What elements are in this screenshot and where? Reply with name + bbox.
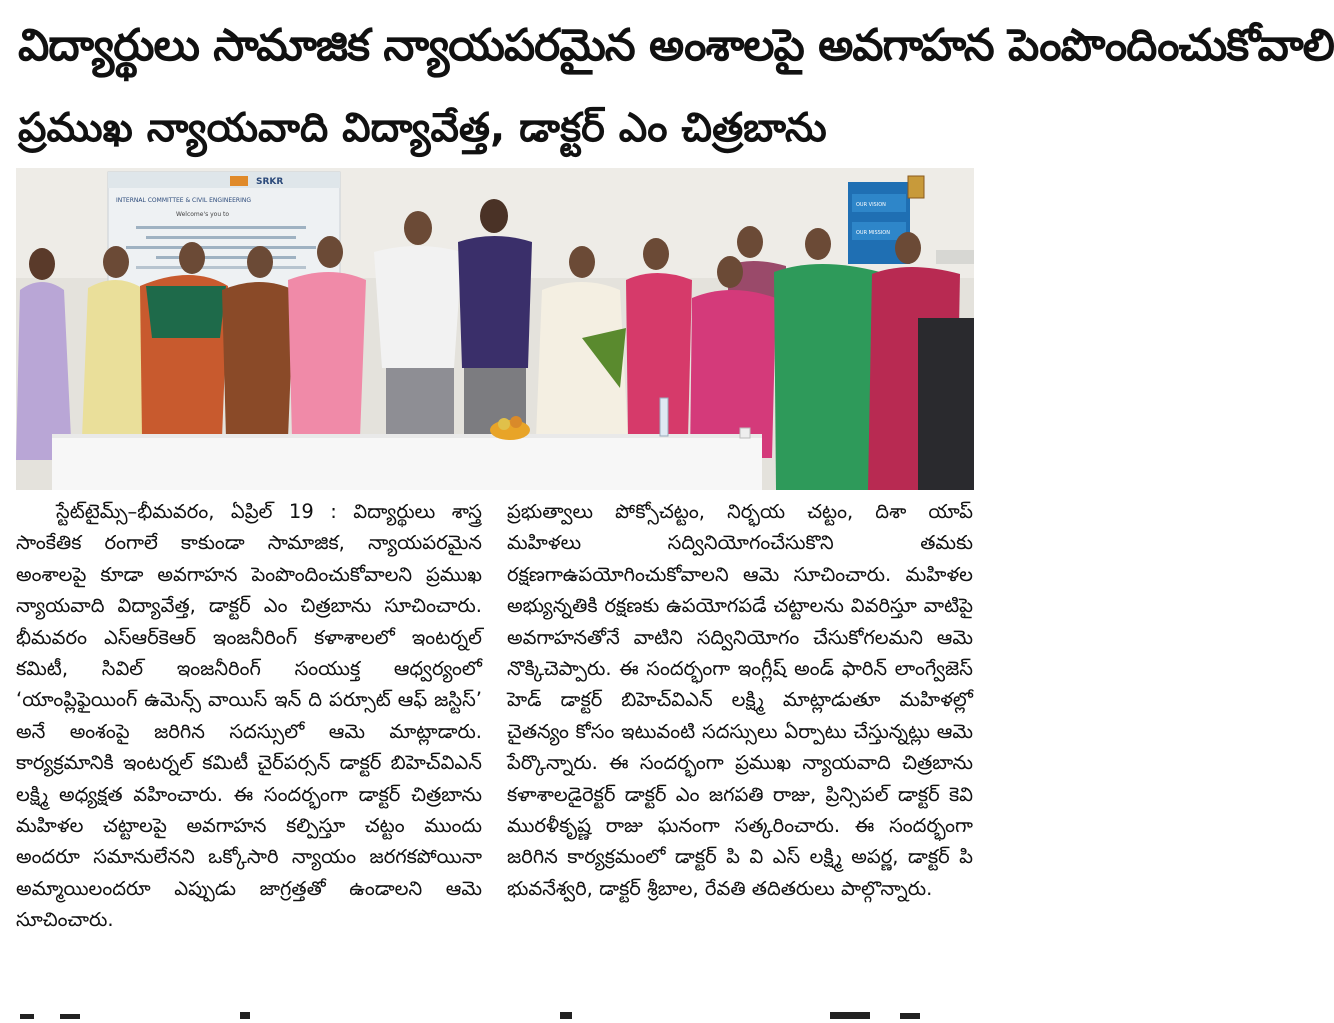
article-column-right: ప్రభుత్వాలు పోక్సోచట్టం, నిర్భయ చట్టం, దిశా యాప్‌ మహిళలు సద్వినియోగంచేసుకొని తమకు రక్షణగాఉపయోగించుకోవాలని ఆమె సూచించారు. మహిళల అభ్యున్నతికి రక్షణకు ఉపయోగపడే చట్టాలను వివరిస్తూ వాటిపై అవగాహనతోనే వాటిని సద్వినియోగం చేసుకోగలమని ఆమె నొక్కిచెప్పారు. ఈ సందర్భంగా ఇంగ్లీష్‌ అండ్‌ ఫారిన్‌ లాంగ్వేజెస్‌ హెడ్‌ డాక్టర్‌ బిహెచ్‌విఎన్‌ లక్ష్మి మాట్లాడుతూ మహిళల్లో చైతన్యం కోసం ఇటువంటి సదస్సులు ఏర్పాటు చేస్తున్నట్లు ఆమె పేర్కొన్నారు. ఈ సందర్భంగా ప్రముఖ న్యాయవాది చిత్రబాను కళాశాలడైరెక్టర్‌ డాక్టర్‌ ఎం జగపతి రాజు, ప్రిన్సిపల్‌ డాక్టర్‌ కెవి మురళీకృష్ణ రాజు ఘనంగా సత్కరించారు. ఈ సందర్భంగా జరిగిన కార్యక్రమంలో డాక్టర్‌ పి వి ఎస్‌ లక్ష్మి అపర్ణ, డాక్టర్‌ పి భువనేశ్వరి, డాక్టర్‌ శ్రీబాల, రేవతి తదితరులు పాల్గొన్నారు. xyxy=(507,500,973,900)
banner-label-2: OUR MISSION xyxy=(856,230,890,236)
event-photo xyxy=(16,168,974,490)
screen-header: SRKR xyxy=(256,177,284,187)
banner-label-1: OUR VISION xyxy=(856,202,886,208)
headline: విద్యార్థులు సామాజిక న్యాయపరమైన అంశాలపై అవగాహన పెంపొందించుకోవాలి xyxy=(18,20,1334,71)
screen-line-2: Welcome's you to xyxy=(176,211,230,218)
article-column-left: స్టేట్‌టైమ్స్‌–భీమవరం, ఏప్రిల్‌ 19 : విద్యార్థులు శాస్త్ర సాంకేతిక రంగాలే కాకుండా సామాజిక, న్యాయపరమైన అంశాలపై కూడా అవగాహన పెంపొందించుకోవాలని ప్రముఖ న్యాయవాది విద్యావేత్త, డాక్టర్‌ ఎం చిత్రబాను సూచించారు. భీమవరం ఎస్‌ఆర్‌కెఆర్‌ ఇంజనీరింగ్‌ కళాశాలలో ఇంటర్నల్‌ కమిటీ, సివిల్‌ ఇంజనీరింగ్‌ సంయుక్త ఆధ్వర్యంలో ‘యాంప్లిఫైయింగ్‌ ఉమెన్స్‌ వాయిస్‌ ఇన్‌ ది పర్సూట్‌ ఆఫ్‌ జస్టిస్‌’ అనే అంశంపై జరిగిన సదస్సులో ఆమె మాట్లాడారు. కార్యక్రమానికి ఇంటర్నల్‌ కమిటీ చైర్‌పర్సన్‌ డాక్టర్‌ బిహెచ్‌విఎన్‌ లక్ష్మి అధ్యక్షత వహించారు. ఈ సందర్భంగా డాక్టర్‌ చిత్రబాను మహిళల చట్టాలపై అవగాహన కల్పిస్తూ చట్టం ముందు అందరూ సమానులేనని ఒక్కోసారి న్యాయం జరగకపోయినా అమ్మాయిలందరూ ఎప్పుడు జాగ్రత్తతో ఉండాలని ఆమె సూచించారు. xyxy=(16,500,482,932)
cut-off-next-line xyxy=(0,1004,1001,1017)
subheadline: ప్రముఖ న్యాయవాది విద్యావేత్త, డాక్టర్ ఎం చిత్రబాను xyxy=(18,105,827,151)
projector-screen xyxy=(108,172,340,290)
group-photo-illustration xyxy=(16,168,974,490)
screen-line-1: INTERNAL COMMITTEE & CIVIL ENGINEERING xyxy=(116,197,251,204)
